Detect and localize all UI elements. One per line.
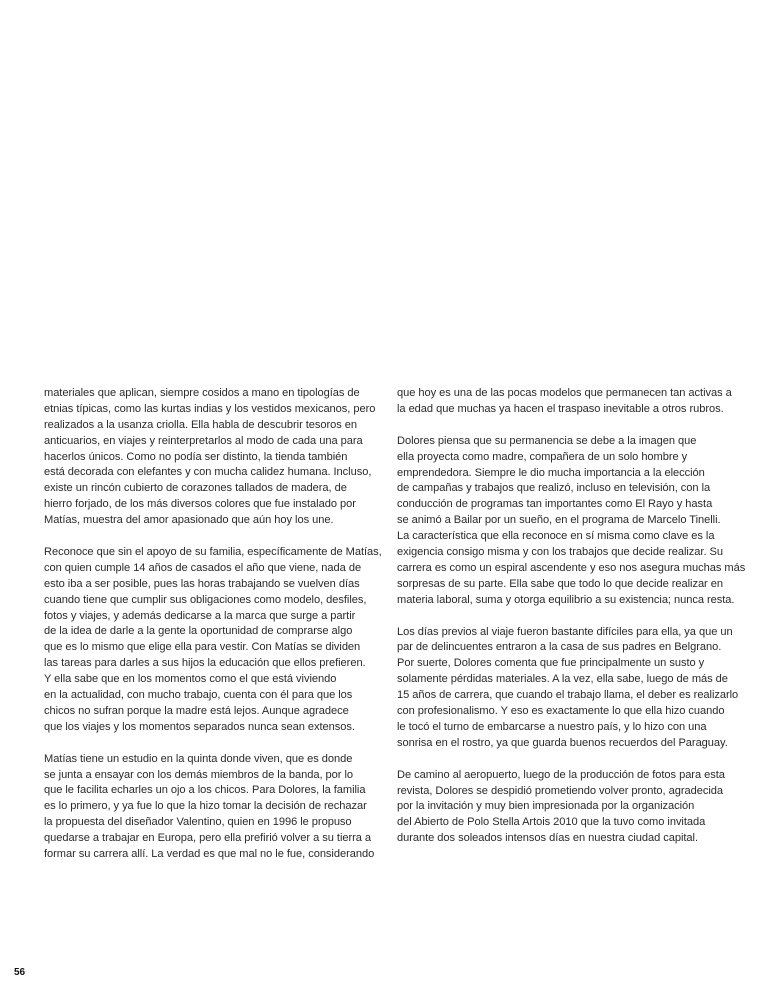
text-line: la propuesta del diseñador Valentino, quien en 1996 le propuso <box>44 816 352 829</box>
text-line: ella proyecta como madre, compañera de un solo hombre y <box>397 450 688 463</box>
left-column <box>44 386 382 879</box>
text-line: existe un rincón cubierto de corazones tallados de madera, de <box>44 482 347 495</box>
text-line: por la invitación y muy bien impresionada por la organización <box>397 800 695 813</box>
text-line: que hoy es una de las pocas modelos que permanecen tan activas a <box>397 387 732 399</box>
text-line: esto iba a ser posible, pues las horas trabajando se vuelven días <box>44 577 360 590</box>
paragraph <box>397 386 742 418</box>
text-line: cuando tiene que cumplir sus obligaciones como modelo, desfiles, <box>44 593 367 606</box>
text-line: quedarse a trabajar en Europa, pero ella prefirió volver a su tierra a <box>44 832 372 845</box>
paragraph <box>397 434 746 609</box>
text-line: exigencia consigo misma y con los trabajos que decide realizar. Su <box>397 546 723 559</box>
paragraph <box>397 768 742 847</box>
text-line: materiales que aplican, siempre cosidos a mano en tipologías de <box>44 387 360 399</box>
text-line: se animó a Bailar por un sueño, en el programa de Marcelo Tinelli. <box>397 514 721 527</box>
text-line: materia laboral, suma y otorga equilibrio a su existencia; nunca resta. <box>397 593 735 606</box>
text-line: Los días previos al viaje fueron bastante difíciles para ella, ya que un <box>397 625 733 638</box>
text-line: que los viajes y los momentos separados nunca sean extensos. <box>44 720 355 733</box>
text-line: formar su carrera allí. La verdad es que mal no le fue, considerando <box>44 848 375 861</box>
text-line: Matías, muestra del amor apasionado que aún hoy los une. <box>44 514 334 527</box>
text-line: Matías tiene un estudio en la quinta donde viven, que es donde <box>44 752 353 765</box>
text-line: que es lo mismo que elige ella para vestir. Con Matías se dividen <box>44 641 361 654</box>
text-line: está decorada con elefantes y con mucha calidez humana. Incluso, <box>44 466 372 479</box>
text-line: las tareas para darles a sus hijos la educación que ellos prefieren. <box>44 657 366 670</box>
text-line: en la actualidad, con mucho trabajo, cuenta con él para que los <box>44 689 353 702</box>
text-line: hierro forjado, de los más diversos colores que fue instalado por <box>44 498 356 511</box>
text-line: chicos no sufran porque la madre está lejos. Aunque agradece <box>44 704 349 717</box>
text-line: que le facilita echarles un ojo a los chicos. Para Dolores, la familia <box>44 784 366 797</box>
text-line: etnias típicas, como las kurtas indias y los vestidos mexicanos, pero <box>44 402 376 415</box>
text-line: sonrisa en el rostro, ya que guarda buenos recuerdos del Paraguay. <box>397 736 728 749</box>
text-line: de campañas y trabajos que realizó, incluso en televisión, con la <box>397 482 711 495</box>
text-line: Dolores piensa que su permanencia se debe a la imagen que <box>397 434 697 447</box>
text-line: la edad que muchas ya hacen el traspaso inevitable a otros rubros. <box>397 402 724 415</box>
paragraph <box>44 752 379 863</box>
text-line: de la idea de darle a la gente la oportunidad de comprarse algo <box>44 625 353 638</box>
paragraph <box>397 625 742 752</box>
text-line: 15 años de carrera, que cuando el trabajo llama, el deber es realizarlo <box>397 689 739 702</box>
text-line: es lo primero, y ya fue lo que la hizo tomar la decisión de rechazar <box>44 800 367 813</box>
page-number: 56 <box>14 967 26 978</box>
text-line: emprendedora. Siempre le dio mucha importancia a la elección <box>397 466 705 479</box>
text-line: le tocó el turno de embarcarse a nuestro país, y lo hizo con una <box>397 720 707 733</box>
text-line: Reconoce que sin el apoyo de su familia, específicamente de Matías, <box>44 546 382 559</box>
text-line: Por suerte, Dolores comenta que fue principalmente un susto y <box>397 657 705 670</box>
right-column <box>397 386 746 863</box>
text-line: revista, Dolores se despidió prometiendo volver pronto, agradecida <box>397 784 723 797</box>
paragraph <box>44 545 382 736</box>
text-line: realizados a la usanza criolla. Ella habla de descubrir tesoros en <box>44 418 358 431</box>
text-line: solamente pérdidas materiales. A la vez, ella sabe, luego de más de <box>397 673 728 686</box>
text-line: De camino al aeropuerto, luego de la producción de fotos para esta <box>397 768 725 781</box>
text-line: anticuarios, en viajes y reinterpretarlos al modo de cada una para <box>44 434 363 447</box>
text-line: con profesionalismo. Y eso es exactamente lo que ella hizo cuando <box>397 705 725 718</box>
text-line: La característica que ella reconoce en sí misma como clave es la <box>397 530 715 543</box>
text-line: carrera es como un espiral ascendente y eso nos asegura muchas más <box>397 561 746 574</box>
text-line: del Abierto de Polo Stella Artois 2010 que la tuvo como invitada <box>397 816 706 829</box>
text-line: se junta a ensayar con los demás miembros de la banda, por lo <box>44 768 353 781</box>
text-line: hacerlos únicos. Como no podía ser distinto, la tienda también <box>44 450 348 463</box>
text-line: durante dos soleados intensos días en nuestra ciudad capital. <box>397 832 698 845</box>
paragraph <box>44 386 379 529</box>
text-line: fotos y viajes, y además dedicarse a la marca que surge a partir <box>44 609 356 622</box>
text-line: Y ella sabe que en los momentos como el que está viviendo <box>44 673 337 686</box>
text-line: conducción de programas tan importantes como El Rayo y hasta <box>397 498 713 511</box>
text-line: sorpresas de su parte. Ella sabe que todo lo que decide realizar en <box>397 577 723 590</box>
text-line: par de delincuentes entraron a la casa de sus padres en Belgrano. <box>397 641 722 654</box>
text-line: con quien cumple 14 años de casados el año que viene, nada de <box>44 561 362 574</box>
